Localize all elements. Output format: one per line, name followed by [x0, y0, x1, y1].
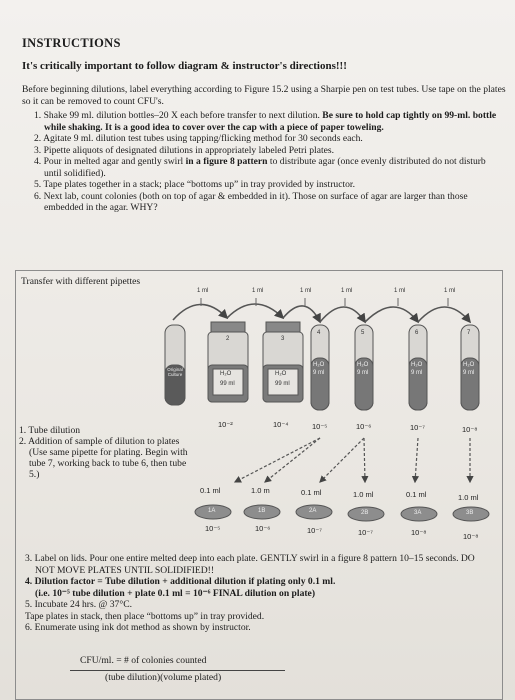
- plate-label: 3B: [466, 510, 474, 516]
- petri-plates: [195, 505, 489, 521]
- tube-number: 5: [361, 330, 365, 336]
- tube-fluid: H₂O: [463, 362, 475, 368]
- page-subtitle: It's critically important to follow diagram & instructor's directions!!!: [22, 60, 347, 72]
- tube-dilution: 10⁻⁸: [462, 425, 478, 434]
- pipette-label: 1 ml: [252, 288, 264, 294]
- tube-volume: 9 ml: [463, 370, 475, 376]
- plate-volume: 1.0 ml: [458, 493, 479, 502]
- step-4: 4. Pour in melted agar and gently swirl in a figure 8 pattern to distribute agar (once evenly distributed do not disturb until solidified).: [34, 156, 486, 179]
- dilution-bottle-3: [263, 322, 303, 402]
- plate-volume: 0.1 ml: [406, 490, 427, 499]
- lower-step-4: 4. Dilution factor = Tube dilution + additional dilution if plating only 0.1 ml. (i.e. 10⁻⁵ tube dilution + plate 0.1 ml = 10⁻⁶ FINAL dilution on plate): [25, 576, 336, 599]
- lower-step-5: 5. Incubate 24 hrs. @ 37°C.: [25, 599, 132, 610]
- plate-volume: 1.0 m: [251, 486, 270, 495]
- pipette-label: 1 ml: [341, 288, 353, 294]
- tube-number: 6: [415, 330, 419, 336]
- lower-step-3: 3. Label on lids. Pour one entire melted deep into each plate. GENTLY swirl in a figure 8 pattern 10–15 seconds. DO NOT MOVE PLATES UNTIL SOLIDIFIED!!: [25, 553, 475, 576]
- tube-number: 4: [317, 330, 321, 336]
- figure-heading: Transfer with different pipettes: [21, 276, 141, 287]
- pipette-label: 1 ml: [394, 288, 406, 294]
- step-5: 5. Tape plates together in a stack; place “bottoms up” in tray provided by instructor.: [34, 179, 355, 190]
- plate-volume: 1.0 ml: [353, 490, 374, 499]
- step-2: 2. Agitate 9 ml. dilution test tubes using tapping/flicking method for 30 seconds each.: [34, 133, 363, 144]
- tube-fluid: H₂O: [411, 362, 423, 368]
- plate-final-dilution: 10⁻⁵: [205, 524, 221, 533]
- tube-dilution: 10⁻⁵: [312, 422, 328, 431]
- step-1: 1. Shake 99 ml. dilution bottles–20 X each before transfer to next dilution. Be sure to hold cap tightly on 99-ml. bottle while shaking. It is a good idea to cover over the cap with a piece of paper toweling.: [34, 110, 497, 133]
- tube-volume: 9 ml: [313, 370, 325, 376]
- plate-label: 2B: [361, 510, 369, 516]
- bottle-fluid: H₂O: [275, 371, 287, 377]
- side-list-item: 2. Addition of sample of dilution to plates (Use same pipette for plating. Begin with tube 7, working back to tube 6, then tube 5.): [19, 436, 188, 480]
- bottle-number: 3: [281, 336, 285, 342]
- lower-steps: [25, 553, 495, 634]
- tube-number: 7: [467, 330, 471, 336]
- pipette-label: 1 ml: [300, 288, 312, 294]
- lower-step-5b: Tape plates in stack, then place “bottoms up” in tray provided.: [25, 610, 265, 622]
- bottle-volume: 99 ml: [275, 381, 290, 387]
- step-3: 3. Pipette aliquots of designated dilutions in appropriately labeled Petri plates.: [34, 144, 335, 156]
- dilution-bottle-2: [208, 322, 248, 402]
- intro-paragraph: Before beginning dilutions, label everything according to Figure 15.2 using a Sharpie pen on test tubes. Use tape on the plates so it can be removed to count CFU's.: [22, 84, 506, 107]
- tube-volume: 9 ml: [411, 370, 423, 376]
- plate-final-dilution: 10⁻⁷: [358, 528, 374, 537]
- dilution-tubes: [311, 325, 479, 410]
- plate-volume: 0.1 ml: [301, 488, 322, 497]
- tube-fluid: H₂O: [357, 362, 369, 368]
- instruction-steps: [34, 110, 504, 214]
- bottle-dilution: 10⁻⁴: [273, 420, 289, 429]
- bottle-volume: 99 ml: [220, 381, 235, 387]
- tube-fluid: H₂O: [313, 362, 325, 368]
- tube-dilution: 10⁻⁶: [356, 422, 372, 431]
- cfu-formula: [70, 655, 330, 683]
- formula-denominator: (tube dilution)(volume plated): [70, 670, 285, 684]
- original-culture-label: Original Culture: [167, 367, 183, 377]
- plate-final-dilution: 10⁻⁸: [411, 528, 427, 537]
- pipettes: [201, 298, 448, 306]
- plate-label: 1A: [208, 508, 216, 514]
- plate-label: 2A: [309, 508, 317, 514]
- side-list-item: 1. Tube dilution: [19, 425, 81, 436]
- plate-final-dilution: 10⁻⁶: [255, 524, 271, 533]
- dilution-figure: [15, 270, 503, 700]
- pipette-label: 1 ml: [444, 288, 456, 294]
- plating-arrows: [235, 438, 470, 482]
- page-title: INSTRUCTIONS: [22, 36, 121, 50]
- figure-side-list: [19, 425, 189, 480]
- bottle-dilution: 10⁻²: [218, 420, 233, 429]
- plate-label: 1B: [258, 508, 266, 514]
- original-culture-tube: [165, 325, 185, 405]
- plate-volume: 0.1 ml: [200, 486, 221, 495]
- tube-volume: 9 ml: [357, 370, 369, 376]
- plate-final-dilution: 10⁻⁷: [307, 526, 323, 535]
- bottle-fluid: H₂O: [220, 371, 232, 377]
- pipette-label: 1 ml: [197, 288, 209, 294]
- tube-dilution: 10⁻⁷: [410, 423, 426, 432]
- formula-numerator: CFU/ml. = # of colonies counted: [80, 655, 207, 666]
- lower-step-6: 6. Enumerate using ink dot method as shown by instructor.: [25, 622, 251, 633]
- step-6: 6. Next lab, count colonies (both on top of agar & embedded in it). Those on surface of agar are larger than those embedded in the agar. WHY?: [34, 190, 468, 213]
- plate-final-dilution: 10⁻⁸: [463, 532, 479, 541]
- plate-label: 3A: [414, 510, 422, 516]
- transfer-arrows: [173, 304, 470, 322]
- bottle-number: 2: [226, 336, 230, 342]
